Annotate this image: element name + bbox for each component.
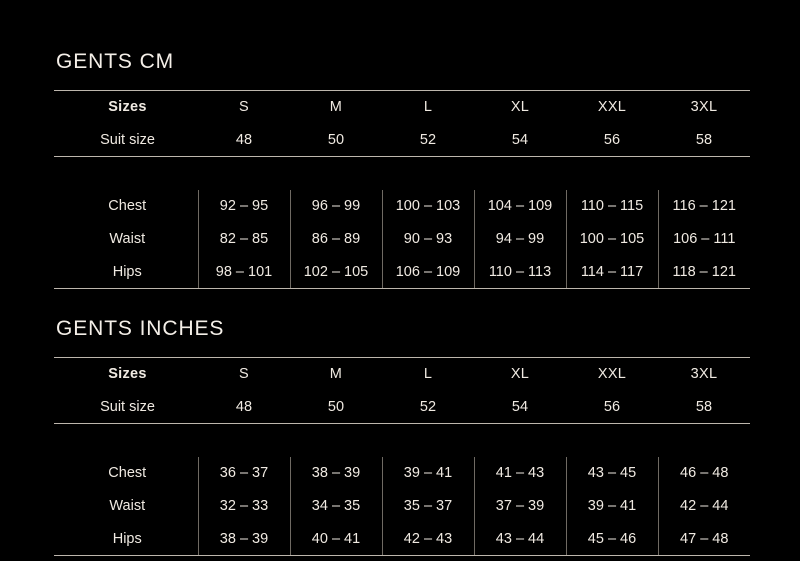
page-title-gents-inches: GENTS INCHES (56, 317, 225, 340)
spacer-cell (198, 424, 290, 457)
size-header-3xl: 3XL (690, 99, 718, 116)
suit-size-l: 52 (382, 124, 474, 157)
chest-in-m: 38 – 39 (290, 457, 382, 490)
hips-in-xxl: 45 – 46 (566, 523, 658, 556)
waist-in-xxl: 39 – 41 (566, 490, 658, 523)
table-row-sizes-header (54, 91, 750, 124)
chest-cm-xxl: 110 – 115 (566, 190, 658, 223)
row-label-suit-size: Suit size (54, 124, 198, 157)
chest-in-3xl: 46 – 48 (680, 465, 729, 481)
chest-cm-l: 100 – 103 (382, 190, 474, 223)
suit-size-l: 52 (382, 391, 474, 424)
waist-cm-m: 86 – 89 (290, 223, 382, 256)
spacer-cell (382, 157, 474, 190)
waist-cm-s: 82 – 85 (198, 223, 290, 256)
row-label-waist: Waist (109, 498, 146, 514)
section-divider-space (54, 295, 738, 317)
suit-size-m: 50 (290, 391, 382, 424)
row-label-hips: Hips (54, 523, 198, 556)
spacer-cell (54, 424, 198, 457)
waist-in-3xl: 42 – 44 (680, 498, 729, 514)
size-header-xl: XL (510, 99, 530, 116)
hips-cm-l: 106 – 109 (382, 256, 474, 289)
spacer-cell (54, 157, 198, 190)
spacer-cell (290, 157, 382, 190)
chest-in-xxl: 43 – 45 (566, 457, 658, 490)
hips-in-m: 40 – 41 (290, 523, 382, 556)
suit-size-xl: 54 (474, 391, 566, 424)
suit-size-xl: 54 (474, 124, 566, 157)
hips-in-l: 42 – 43 (382, 523, 474, 556)
section-gents-cm (54, 50, 738, 289)
suit-size-s: 48 (198, 391, 290, 424)
hips-cm-3xl: 118 – 121 (658, 256, 750, 289)
table-row (54, 457, 750, 490)
size-table-gents-inches (54, 357, 750, 556)
table-row-sizes-header (54, 358, 750, 391)
spacer-cell (382, 424, 474, 457)
spacer-cell (566, 157, 658, 190)
table-spacer (54, 157, 750, 190)
size-header-s: S (239, 99, 249, 116)
table-row (54, 523, 750, 556)
header-label-sizes: Sizes (108, 366, 147, 383)
hips-cm-m: 102 – 105 (290, 256, 382, 289)
size-table-gents-cm (54, 90, 750, 289)
row-label-hips: Hips (54, 256, 198, 289)
spacer-cell (658, 157, 750, 190)
chest-cm-3xl: 116 – 121 (672, 198, 736, 214)
header-label-sizes: Sizes (108, 99, 147, 116)
hips-cm-s: 98 – 101 (198, 256, 290, 289)
waist-cm-3xl: 106 – 111 (673, 231, 736, 247)
table-row-suit-size (54, 391, 750, 424)
chest-cm-xl: 104 – 109 (474, 190, 566, 223)
size-header-xxl: XXL (597, 99, 627, 116)
chest-in-xl: 41 – 43 (474, 457, 566, 490)
hips-in-3xl: 47 – 48 (658, 523, 750, 556)
hips-in-xl: 43 – 44 (474, 523, 566, 556)
size-header-xxl: XXL (597, 366, 627, 383)
spacer-cell (566, 424, 658, 457)
row-label-suit-size: Suit size (54, 391, 198, 424)
table-spacer (54, 424, 750, 457)
chest-in-l: 39 – 41 (382, 457, 474, 490)
hips-cm-xl: 110 – 113 (474, 256, 566, 289)
waist-in-s: 32 – 33 (198, 490, 290, 523)
waist-in-m: 34 – 35 (290, 490, 382, 523)
suit-size-3xl: 58 (658, 124, 750, 157)
hips-cm-xxl: 114 – 117 (566, 256, 658, 289)
waist-cm-xxl: 100 – 105 (566, 223, 658, 256)
row-label-chest: Chest (108, 465, 147, 481)
size-header-l: L (423, 99, 433, 116)
size-header-s: S (239, 366, 249, 383)
chest-cm-s: 92 – 95 (198, 190, 290, 223)
spacer-cell (474, 157, 566, 190)
row-label-waist: Waist (109, 231, 146, 247)
section-gents-inches (54, 317, 738, 556)
spacer-cell (198, 157, 290, 190)
suit-size-xxl: 56 (566, 124, 658, 157)
table-row (54, 223, 750, 256)
waist-in-l: 35 – 37 (382, 490, 474, 523)
size-header-xl: XL (510, 366, 530, 383)
page-title-gents-cm: GENTS CM (56, 50, 175, 73)
size-header-l: L (423, 366, 433, 383)
table-row (54, 490, 750, 523)
waist-in-xl: 37 – 39 (474, 490, 566, 523)
size-header-m: M (329, 366, 343, 383)
spacer-cell (290, 424, 382, 457)
size-header-3xl: 3XL (690, 366, 718, 383)
table-row (54, 190, 750, 223)
spacer-cell (474, 424, 566, 457)
suit-size-m: 50 (290, 124, 382, 157)
spacer-cell (658, 424, 750, 457)
size-header-m: M (329, 99, 343, 116)
suit-size-s: 48 (198, 124, 290, 157)
chest-in-s: 36 – 37 (198, 457, 290, 490)
row-label-chest: Chest (108, 198, 147, 214)
table-row (54, 256, 750, 289)
waist-cm-xl: 94 – 99 (474, 223, 566, 256)
hips-in-s: 38 – 39 (198, 523, 290, 556)
chest-cm-m: 96 – 99 (290, 190, 382, 223)
suit-size-3xl: 58 (658, 391, 750, 424)
suit-size-xxl: 56 (566, 391, 658, 424)
table-row-suit-size (54, 124, 750, 157)
waist-cm-l: 90 – 93 (382, 223, 474, 256)
